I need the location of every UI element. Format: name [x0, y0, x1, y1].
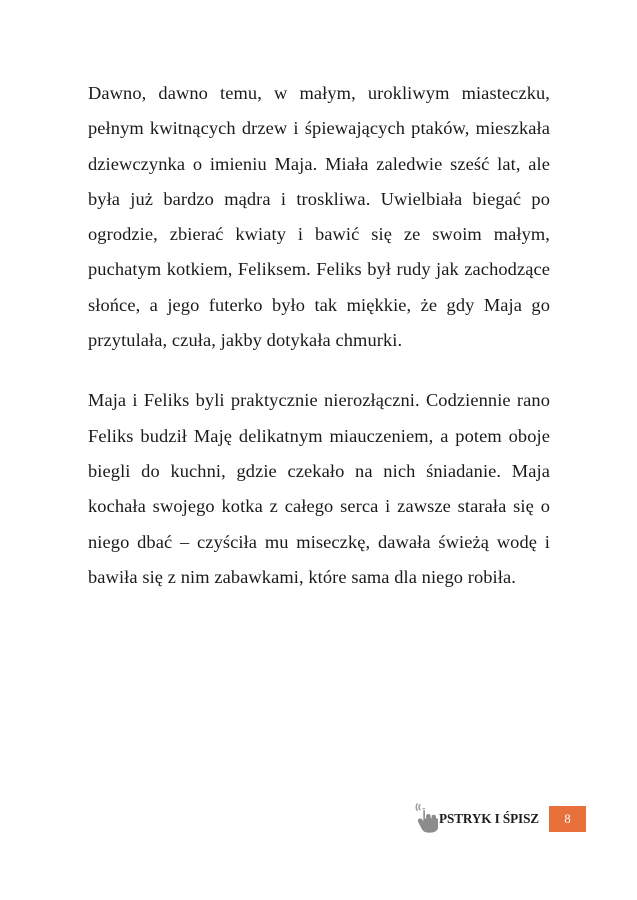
page-number-badge	[549, 806, 586, 832]
body-text-column	[88, 76, 550, 595]
body-paragraph: Dawno, dawno temu, w małym, urokliwym miasteczku, pełnym kwitnących drzew i śpiewających ptaków, mieszkała dziewczynka o imieniu Maja. Miała zaledwie sześć lat, ale była już bardzo mądra i troskliwa. Uwielbiała biegać po ogrodzie, zbierać kwiaty i bawić się ze swoim małym, puchatym kotkiem, Feliksem. Feliks był rudy jak zachodzące słońce, a jego futerko było tak miękkie, że gdy Maja go przytulała, czuła, jakby dotykała chmurki.	[88, 83, 550, 351]
tap-hand-icon	[412, 802, 438, 836]
footer-brand-badge	[412, 800, 571, 838]
brand-label: PSTRYK I ŚPISZ	[439, 811, 540, 827]
body-paragraph: Maja i Feliks byli praktycznie nierozłączni. Codziennie rano Feliks budził Maję delikatnym miauczeniem, a potem oboje biegli do kuchni, gdzie czekało na nich śniadanie. Maja kochała swojego kotka z całego serca i zawsze starała się o niego dbać – czyściła mu miseczkę, dawała świeżą wodę i bawiła się z nim zabawkami, które sama dla niego robiła.	[88, 390, 550, 587]
page-number-value: 8	[564, 811, 571, 826]
